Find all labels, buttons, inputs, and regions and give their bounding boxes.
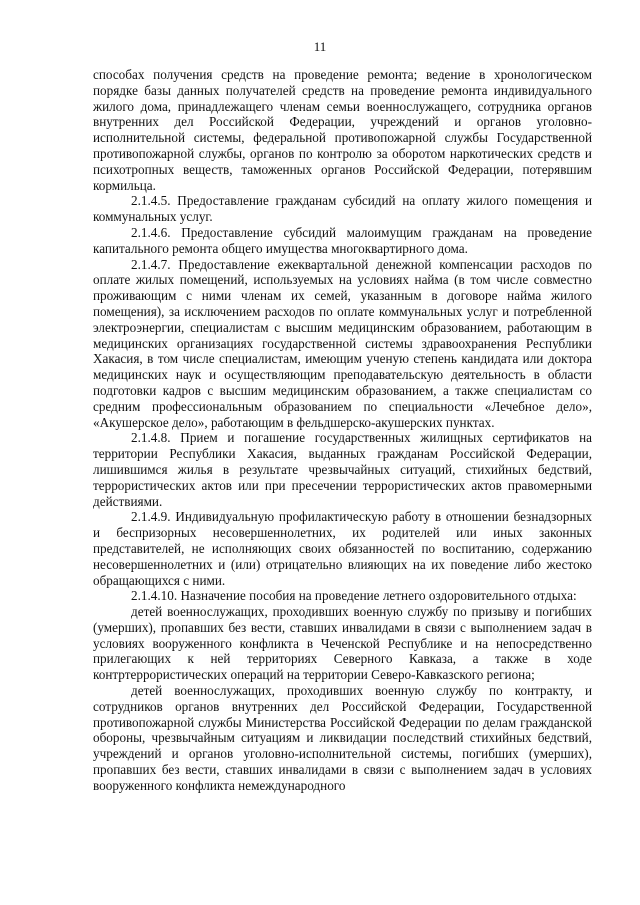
- paragraph-2-1-4-10: 2.1.4.10. Назначение пособия на проведение летнего оздоровительного отдыха:: [131, 588, 577, 604]
- paragraph-2-1-4-5: 2.1.4.5. Предоставление гражданам субсидий на оплату жилого помещения и коммунальных услуг.: [93, 193, 592, 225]
- paragraph-2-1-4-7: 2.1.4.7. Предоставление ежеквартальной денежной компенсации расходов по оплате жилых помещений, используемых на условиях найма (в том числе совместно проживающим с ними членам их семей, указанным в договоре найма жилого помещения), за исключением расходов по оплате коммунальных услуг и потребленной электроэнергии, специалистам с высшим медицинским образованием, работающим в медицинских организациях государственной системы здравоохранения Республики Хакасия, в том числе специалистам, имеющим ученую степень кандидата или доктора медицинских наук и осуществляющим преподавательскую деятельность в области подготовки кадров с высшим медицинским образованием, а также специалистам со средним профессиональным образованием по специальности «Лечебное дело», «Акушерское дело», работающим в фельдшерско-акушерских пунктах.: [93, 256, 592, 430]
- paragraph-2-1-4-8: 2.1.4.8. Прием и погашение государственных жилищных сертификатов на территории Республики Хакасия, выданных гражданам Российской Федерации, лишившимся жилья в результате чрезвычайных ситуаций, стихийных бедствий, террористических актов или при пресечении террористических актов правомерными действиями.: [93, 430, 592, 509]
- page-number: 11: [313, 39, 327, 54]
- document-body: [93, 67, 592, 794]
- paragraph-2-1-4-9: 2.1.4.9. Индивидуальную профилактическую работу в отношении безнадзорных и беспризорных несовершеннолетних, их родителей или иных законных представителей, не исполняющих своих обязанностей по воспитанию, содержанию несовершеннолетних и (или) отрицательно влияющих на их поведение либо жестоко обращающихся с ними.: [93, 509, 592, 588]
- paragraph-conscript-children: детей военнослужащих, проходивших военную службу по призыву и погибших (умерших), пропавших без вести, ставших инвалидами в связи с выполнением задач в условиях вооруженного конфликта в Чеченской Республике и на непосредственно прилегающих к ней территориях Северного Кавказа, а также в ходе контртеррористических операций на территории Северо-Кавказского региона;: [93, 604, 592, 683]
- paragraph-contract-children: детей военнослужащих, проходивших военную службу по контракту, и сотрудников органов внутренних дел Российской Федерации, Государственной противопожарной службы Министерства Российской Федерации по делам гражданской обороны, чрезвычайным ситуациям и ликвидации последствий стихийных бедствий, учреждений и органов уголовно-исполнительной системы, погибших (умерших), пропавших без вести, ставших инвалидами в связи с выполнением задач в условиях вооруженного конфликта немеждународного: [93, 683, 592, 793]
- paragraph-2-1-4-6: 2.1.4.6. Предоставление субсидий малоимущим гражданам на проведение капитального ремонта общего имущества многоквартирного дома.: [93, 224, 592, 256]
- paragraph-continuation: способах получения средств на проведение ремонта; ведение в хронологическом порядке базы данных получателей средств на проведение ремонта индивидуального жилого дома, принадлежащего членам семьи военнослужащего, сотрудника органов внутренних дел Российской Федерации, учреждений и органов уголовно-исполнительной системы, федеральной противопожарной службы Государственной противопожарной службы, органов по контролю за оборотом наркотических средств и психотропных веществ, таможенных органов Российской Федерации, потерявшим кормильца.: [93, 67, 592, 193]
